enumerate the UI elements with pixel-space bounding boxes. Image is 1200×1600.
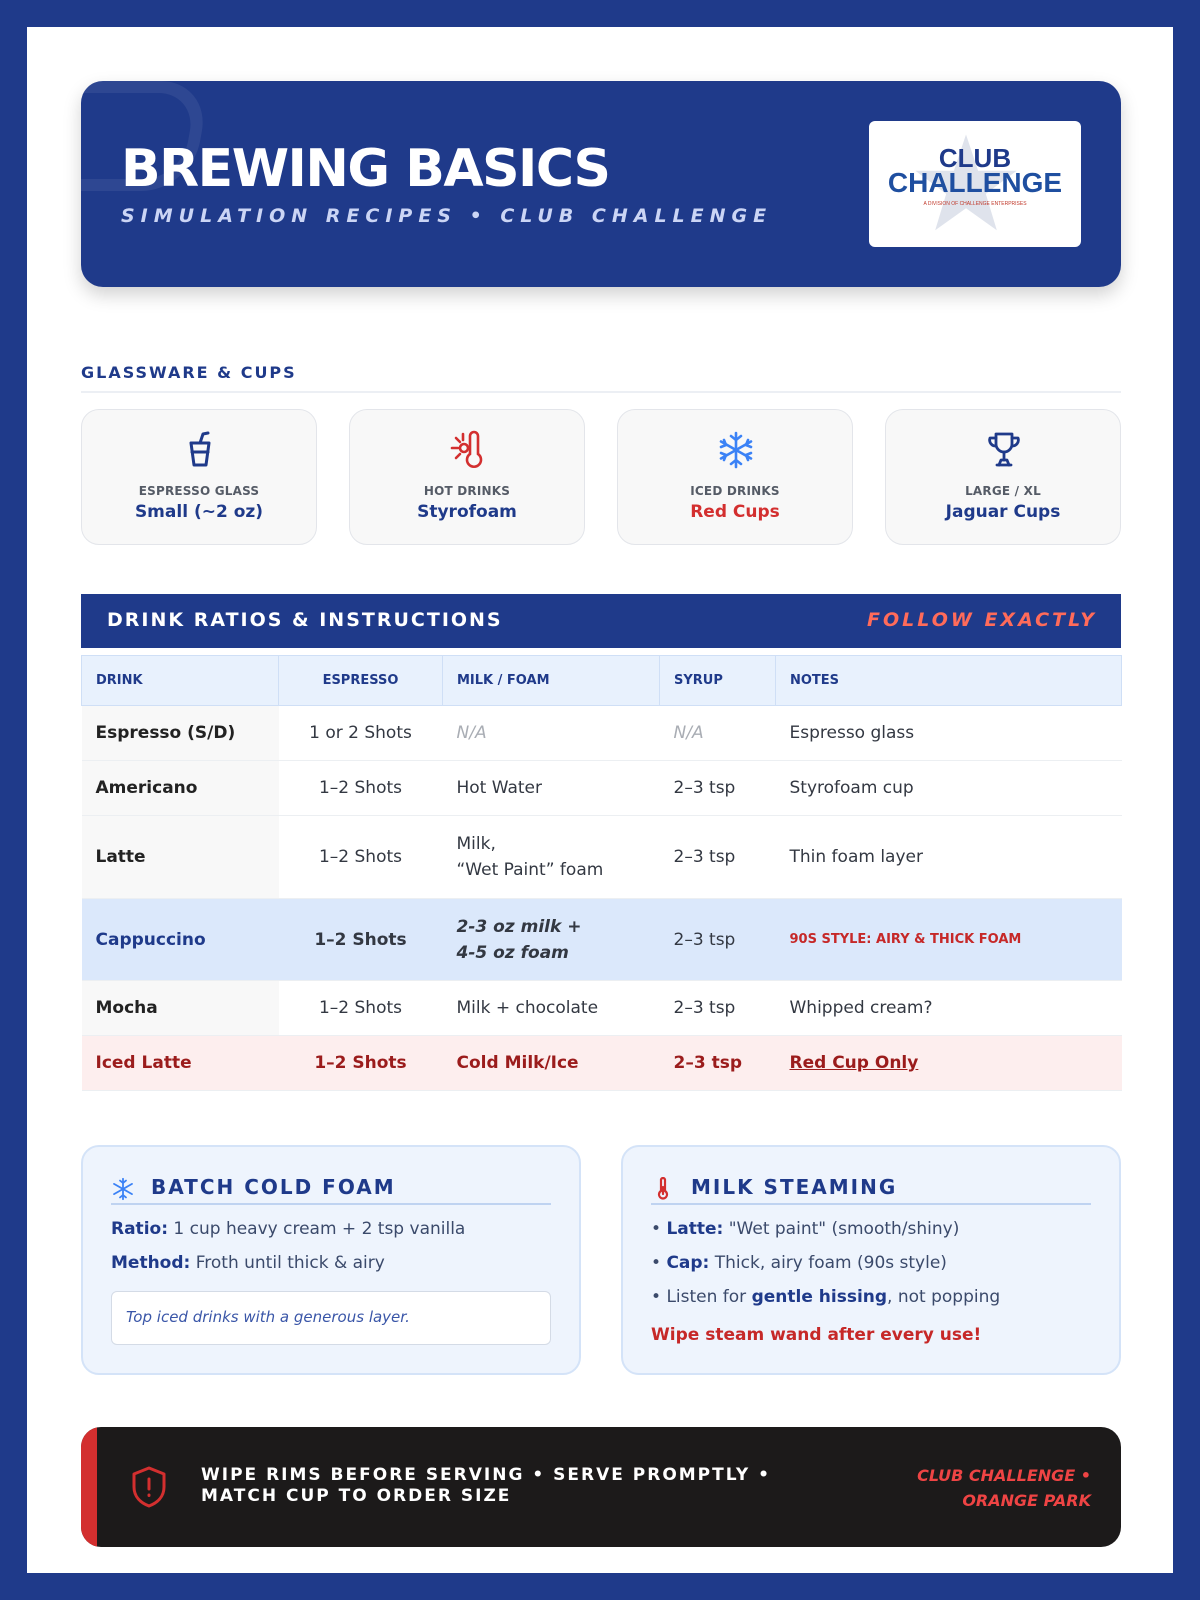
syrup-cell: 2–3 tsp xyxy=(660,816,776,899)
cup-kind: ESPRESSO GLASS xyxy=(138,484,260,498)
method-label: Method: xyxy=(111,1253,191,1273)
page-subtitle: SIMULATION RECIPES • CLUB CHALLENGE xyxy=(121,205,773,227)
espresso-cell: 1–2 Shots xyxy=(279,761,443,816)
cup-value: Red Cups xyxy=(690,502,780,522)
column-header: NOTES xyxy=(776,656,1122,706)
cup-kind: LARGE / XL xyxy=(965,484,1041,498)
syrup-cell: 2–3 tsp xyxy=(660,981,776,1036)
ratios-header-bar xyxy=(81,594,1121,648)
drink-name: Espresso (S/D) xyxy=(82,706,279,761)
milk-line: 2-3 oz milk + xyxy=(456,916,582,937)
bullet-bold: gentle hissing xyxy=(751,1287,888,1307)
section-divider xyxy=(81,391,1121,393)
notes-cell: Espresso glass xyxy=(776,706,1122,761)
footer-banner xyxy=(81,1427,1121,1547)
cup-card-large xyxy=(885,409,1121,545)
syrup-cell: N/A xyxy=(660,706,776,761)
thermometer-icon xyxy=(651,1177,675,1201)
ratio-line xyxy=(111,1219,465,1239)
milk-cell xyxy=(443,816,660,899)
milk-line: “Wet Paint” foam xyxy=(456,860,604,880)
trophy-icon xyxy=(984,430,1024,470)
card-title: MILK STEAMING xyxy=(691,1175,898,1199)
recipe-page xyxy=(27,27,1173,1573)
snowflake-icon xyxy=(716,430,756,470)
table-row-highlighted xyxy=(82,899,1122,981)
syrup-cell: 2–3 tsp xyxy=(660,1036,776,1091)
notes-cell: 90S STYLE: AIRY & THICK FOAM xyxy=(776,899,1122,981)
drink-name: Mocha xyxy=(82,981,279,1036)
notes-cell: Thin foam layer xyxy=(776,816,1122,899)
method-line xyxy=(111,1253,385,1273)
bullet-text: Thick, airy foam (90s style) xyxy=(714,1253,947,1273)
steam-wand-warning: Wipe steam wand after every use! xyxy=(651,1325,982,1345)
cold-foam-note: Top iced drinks with a generous layer. xyxy=(111,1291,551,1345)
table-row xyxy=(82,816,1122,899)
shield-alert-icon xyxy=(129,1465,169,1509)
bullet-cap xyxy=(651,1253,947,1273)
bullet-label: Latte: xyxy=(666,1219,724,1239)
footer-accent xyxy=(81,1427,97,1547)
snowflake-icon xyxy=(111,1177,135,1201)
drink-name: Cappuccino xyxy=(82,899,279,981)
glassware-grid xyxy=(81,409,1121,545)
header-banner xyxy=(81,81,1121,287)
notes-cell: Styrofoam cup xyxy=(776,761,1122,816)
espresso-cell: 1–2 Shots xyxy=(279,816,443,899)
club-challenge-logo xyxy=(869,121,1081,247)
cup-card-iced xyxy=(617,409,853,545)
milk-cell: Milk + chocolate xyxy=(443,981,660,1036)
bullet-text: "Wet paint" (smooth/shiny) xyxy=(728,1219,960,1239)
milk-line: 4-5 oz foam xyxy=(456,942,569,963)
thermometer-hot-icon xyxy=(448,430,488,470)
column-header: MILK / FOAM xyxy=(443,656,660,706)
bullet-dot: • xyxy=(651,1253,667,1273)
drink-name: Iced Latte xyxy=(82,1036,279,1091)
page-title: BREWING BASICS xyxy=(121,139,610,199)
cup-kind: ICED DRINKS xyxy=(690,484,780,498)
table-row xyxy=(82,761,1122,816)
milk-cell xyxy=(443,899,660,981)
cup-card-hot xyxy=(349,409,585,545)
bullet-dot: • xyxy=(651,1219,667,1239)
cup-card-espresso xyxy=(81,409,317,545)
bullet-dot: • xyxy=(651,1287,667,1307)
espresso-cell: 1 or 2 Shots xyxy=(279,706,443,761)
table-row xyxy=(82,706,1122,761)
drink-ratios-table xyxy=(81,655,1122,1091)
espresso-cell: 1–2 Shots xyxy=(279,899,443,981)
drink-name: Latte xyxy=(82,816,279,899)
card-header xyxy=(651,1175,1091,1205)
notes-cell: Whipped cream? xyxy=(776,981,1122,1036)
footer-reminders: WIPE RIMS BEFORE SERVING • SERVE PROMPTLY • MATCH CUP TO ORDER SIZE xyxy=(201,1465,772,1506)
method-value: Froth until thick & airy xyxy=(195,1253,385,1273)
milk-line: Milk, xyxy=(456,834,496,854)
cup-value: Styrofoam xyxy=(417,502,517,522)
logo-tagline: A DIVISION OF CHALLENGE ENTERPRISES xyxy=(923,201,1027,207)
glassware-section-label: GLASSWARE & CUPS xyxy=(81,363,297,382)
bullet-text: , not popping xyxy=(887,1287,1001,1307)
cup-kind: HOT DRINKS xyxy=(423,484,511,498)
table-row-iced xyxy=(82,1036,1122,1091)
espresso-cell: 1–2 Shots xyxy=(279,981,443,1036)
card-header xyxy=(111,1175,551,1205)
espresso-cell: 1–2 Shots xyxy=(279,1036,443,1091)
card-title: BATCH COLD FOAM xyxy=(151,1175,396,1199)
ratio-label: Ratio: xyxy=(111,1219,168,1239)
logo-text-club: CLUB xyxy=(938,143,1012,173)
ratios-title: DRINK RATIOS & INSTRUCTIONS xyxy=(107,609,503,631)
bullet-listen xyxy=(651,1287,1000,1307)
milk-cell: Cold Milk/Ice xyxy=(443,1036,660,1091)
bullet-label: Cap: xyxy=(666,1253,710,1273)
column-header: DRINK xyxy=(82,656,279,706)
column-header: SYRUP xyxy=(660,656,776,706)
syrup-cell: 2–3 tsp xyxy=(660,761,776,816)
bullet-text: Listen for xyxy=(666,1287,747,1307)
bullet-latte xyxy=(651,1219,959,1239)
notes-cell: Red Cup Only xyxy=(776,1036,1122,1091)
milk-cell: N/A xyxy=(443,706,660,761)
table-header-row xyxy=(82,656,1122,706)
follow-exactly-tag: FOLLOW EXACTLY xyxy=(867,609,1097,631)
column-header: ESPRESSO xyxy=(279,656,443,706)
milk-cell: Hot Water xyxy=(443,761,660,816)
table-row xyxy=(82,981,1122,1036)
syrup-cell: 2–3 tsp xyxy=(660,899,776,981)
drink-name: Americano xyxy=(82,761,279,816)
cold-foam-card xyxy=(81,1145,581,1375)
cup-value: Jaguar Cups xyxy=(945,502,1061,522)
footer-location: CLUB CHALLENGE • ORANGE PARK xyxy=(917,1466,1091,1510)
milk-steaming-card xyxy=(621,1145,1121,1375)
cup-straw-icon xyxy=(180,430,220,470)
ratio-value: 1 cup heavy cream + 2 tsp vanilla xyxy=(173,1219,466,1239)
cup-value: Small (~2 oz) xyxy=(134,502,264,522)
logo-text-challenge: CHALLENGE xyxy=(887,167,1063,198)
